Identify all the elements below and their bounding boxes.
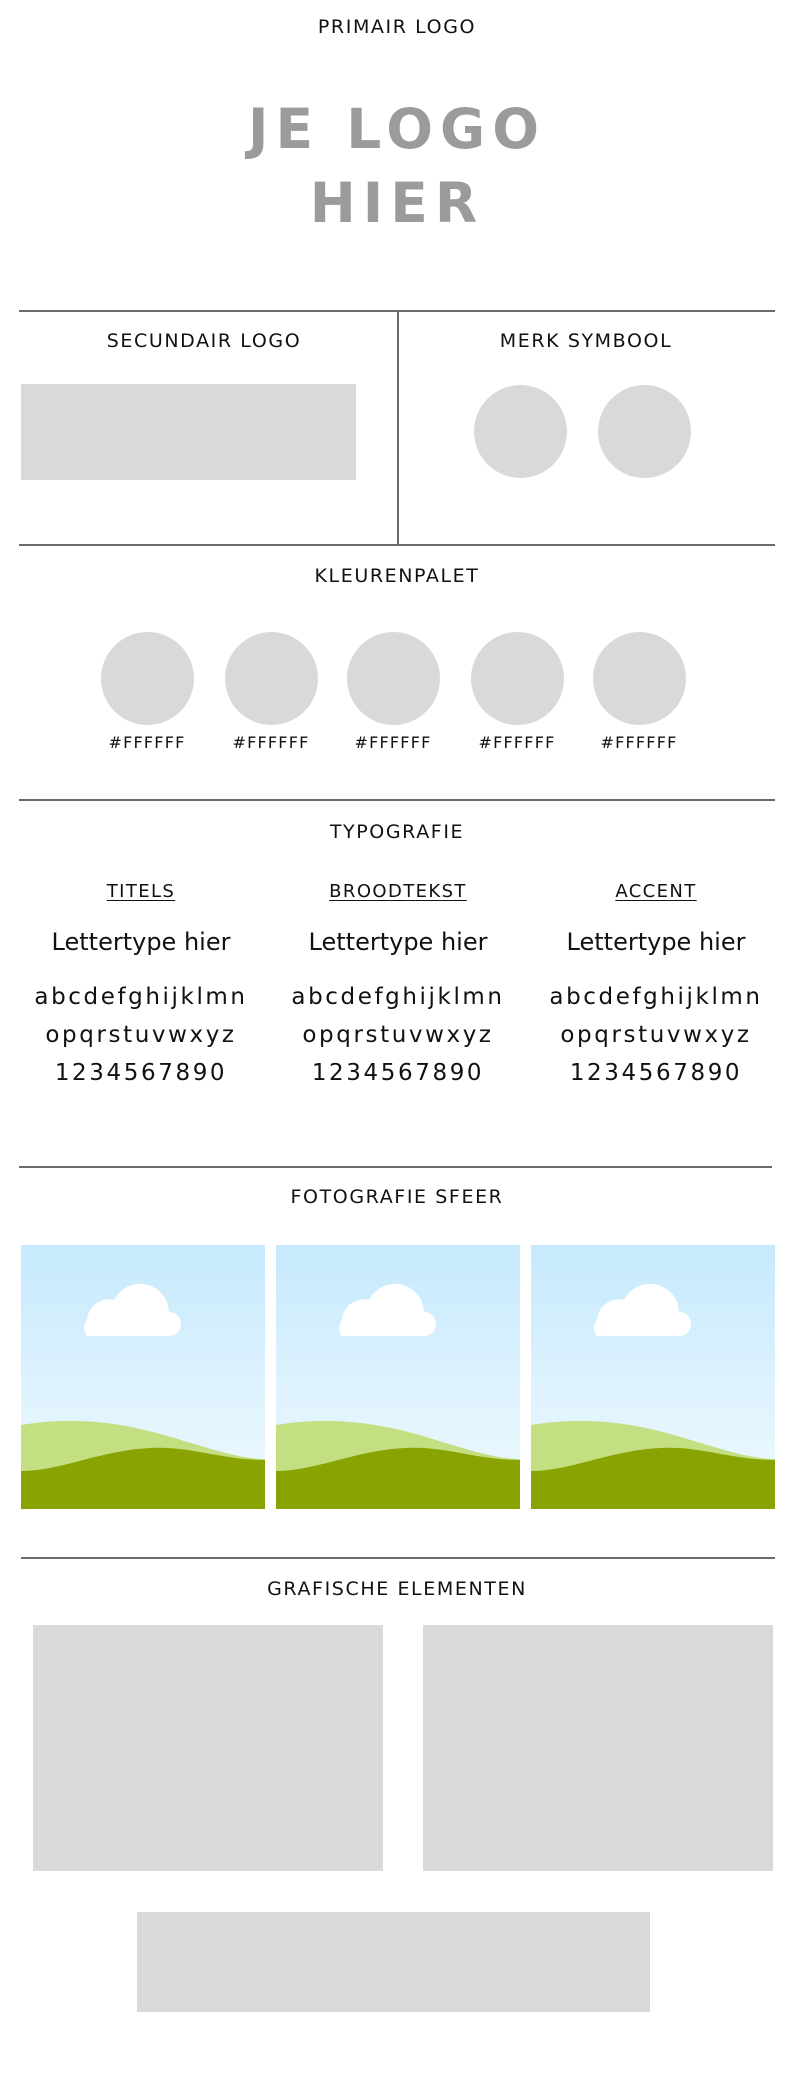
glyph-sample-line: opqrstuvwxyz (302, 1022, 494, 1048)
typography-column-title: TITELS (106, 881, 176, 902)
glyph-sample-line: 1234567890 (311, 1060, 485, 1086)
secondary-logo-heading: SECUNDAIR LOGO (106, 330, 302, 352)
glyph-sample-line: 1234567890 (54, 1060, 228, 1086)
typeface-name: Lettertype hier (51, 928, 231, 956)
palette-heading: KLEURENPALET (314, 565, 480, 587)
landscape-illustration-icon (531, 1245, 775, 1509)
landscape-illustration-icon (21, 1245, 265, 1509)
landscape-image-placeholder (531, 1245, 775, 1509)
typeface-name: Lettertype hier (308, 928, 488, 956)
glyph-sample-line: 1234567890 (569, 1060, 743, 1086)
swatch-hex-label: #FFFFFF (232, 733, 310, 752)
glyph-sample-line: opqrstuvwxyz (560, 1022, 752, 1048)
glyph-sample-line: opqrstuvwxyz (45, 1022, 237, 1048)
typography-column-titles (21, 0, 261, 1100)
graphic-elements-heading: GRAFISCHE ELEMENTEN (267, 1578, 527, 1600)
divider (19, 1166, 772, 1168)
landscape-image-placeholder (21, 1245, 265, 1509)
glyph-sample-line: abcdefghijklmn (34, 984, 248, 1010)
typography-heading: TYPOGRAFIE (329, 821, 465, 843)
typography-column-body (278, 0, 518, 1100)
swatch-hex-label: #FFFFFF (600, 733, 678, 752)
graphic-element-placeholder (423, 1625, 773, 1871)
photography-heading: FOTOGRAFIE SFEER (290, 1186, 504, 1208)
typography-column-title: BROODTEKST (329, 881, 467, 902)
landscape-illustration-icon (276, 1245, 520, 1509)
brand-symbol-heading: MERK SYMBOOL (499, 330, 673, 352)
logo-text-line1: JE LOGO (248, 97, 546, 161)
graphic-element-placeholder (137, 1912, 650, 2012)
swatch-hex-label: #FFFFFF (478, 733, 556, 752)
typeface-name: Lettertype hier (566, 928, 746, 956)
swatch-hex-label: #FFFFFF (108, 733, 186, 752)
graphic-element-placeholder (33, 1625, 383, 1871)
glyph-sample-line: abcdefghijklmn (549, 984, 763, 1010)
typography-column-accent (536, 0, 776, 1100)
landscape-image-placeholder (276, 1245, 520, 1509)
swatch-hex-label: #FFFFFF (354, 733, 432, 752)
primary-logo-heading: PRIMAIR LOGO (317, 16, 477, 38)
logo-text-line2: HIER (309, 171, 485, 235)
divider (21, 1557, 775, 1559)
glyph-sample-line: abcdefghijklmn (291, 984, 505, 1010)
typography-column-title: ACCENT (615, 881, 697, 902)
